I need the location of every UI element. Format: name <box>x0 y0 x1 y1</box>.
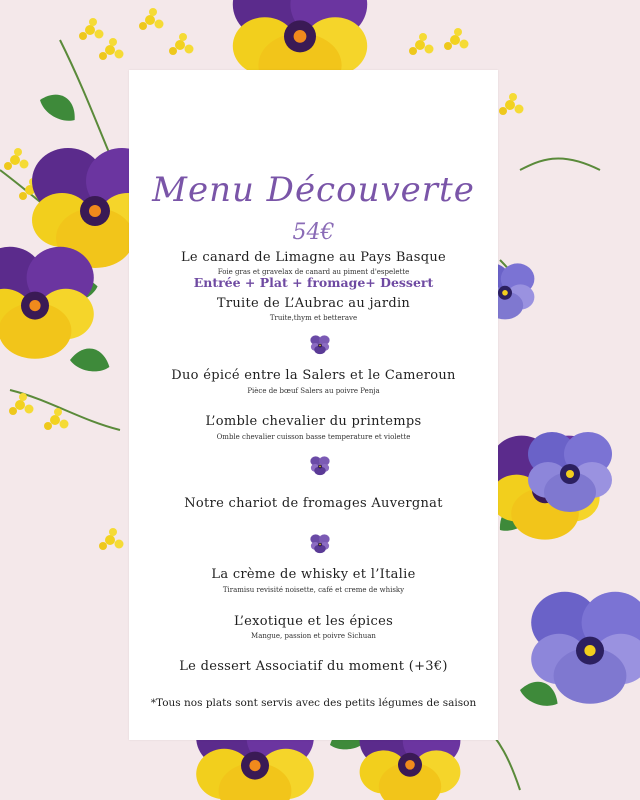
dish-description: Pièce de bœuf Salers au poivre Penja <box>247 387 380 395</box>
dish-description: Mangue, passion et poivre Sichuan <box>251 632 376 640</box>
menu-formula: Entrée + Plat + fromage+ Dessert <box>193 275 434 290</box>
dish-description: Omble chevalier cuisson basse temperature et violette <box>216 433 411 441</box>
menu-footnote: *Tous nos plats sont servis avec des petits légumes de saison <box>150 697 477 709</box>
pansy-icon <box>308 531 332 555</box>
dish-title: L’omble chevalier du printemps <box>205 414 422 429</box>
dish-description: Foie gras et gravelax de canard au piment d'espelette <box>217 268 410 276</box>
dish-title: La crème de whisky et l’Italie <box>211 567 416 582</box>
dish-description: Tiramisu revisité noisette, café et creme de whisky <box>222 586 405 594</box>
menu-price: 54€ <box>292 220 335 245</box>
menu-title: Menu Découverte <box>152 170 475 210</box>
pansy-icon <box>308 453 332 477</box>
dish-title: Truite de L’Aubrac au jardin <box>216 296 411 311</box>
dish-title: Notre chariot de fromages Auvergnat <box>184 496 443 511</box>
pansy-icon <box>308 332 332 356</box>
dish-title: Duo épicé entre la Salers et le Cameroun <box>171 368 456 383</box>
dish-description: Truite,thym et betterave <box>269 314 358 322</box>
dish-title: Le canard de Limagne au Pays Basque <box>181 250 446 265</box>
dish-title: L’exotique et les épices <box>233 614 394 629</box>
dish-title: Le dessert Associatif du moment (+3€) <box>179 659 448 674</box>
